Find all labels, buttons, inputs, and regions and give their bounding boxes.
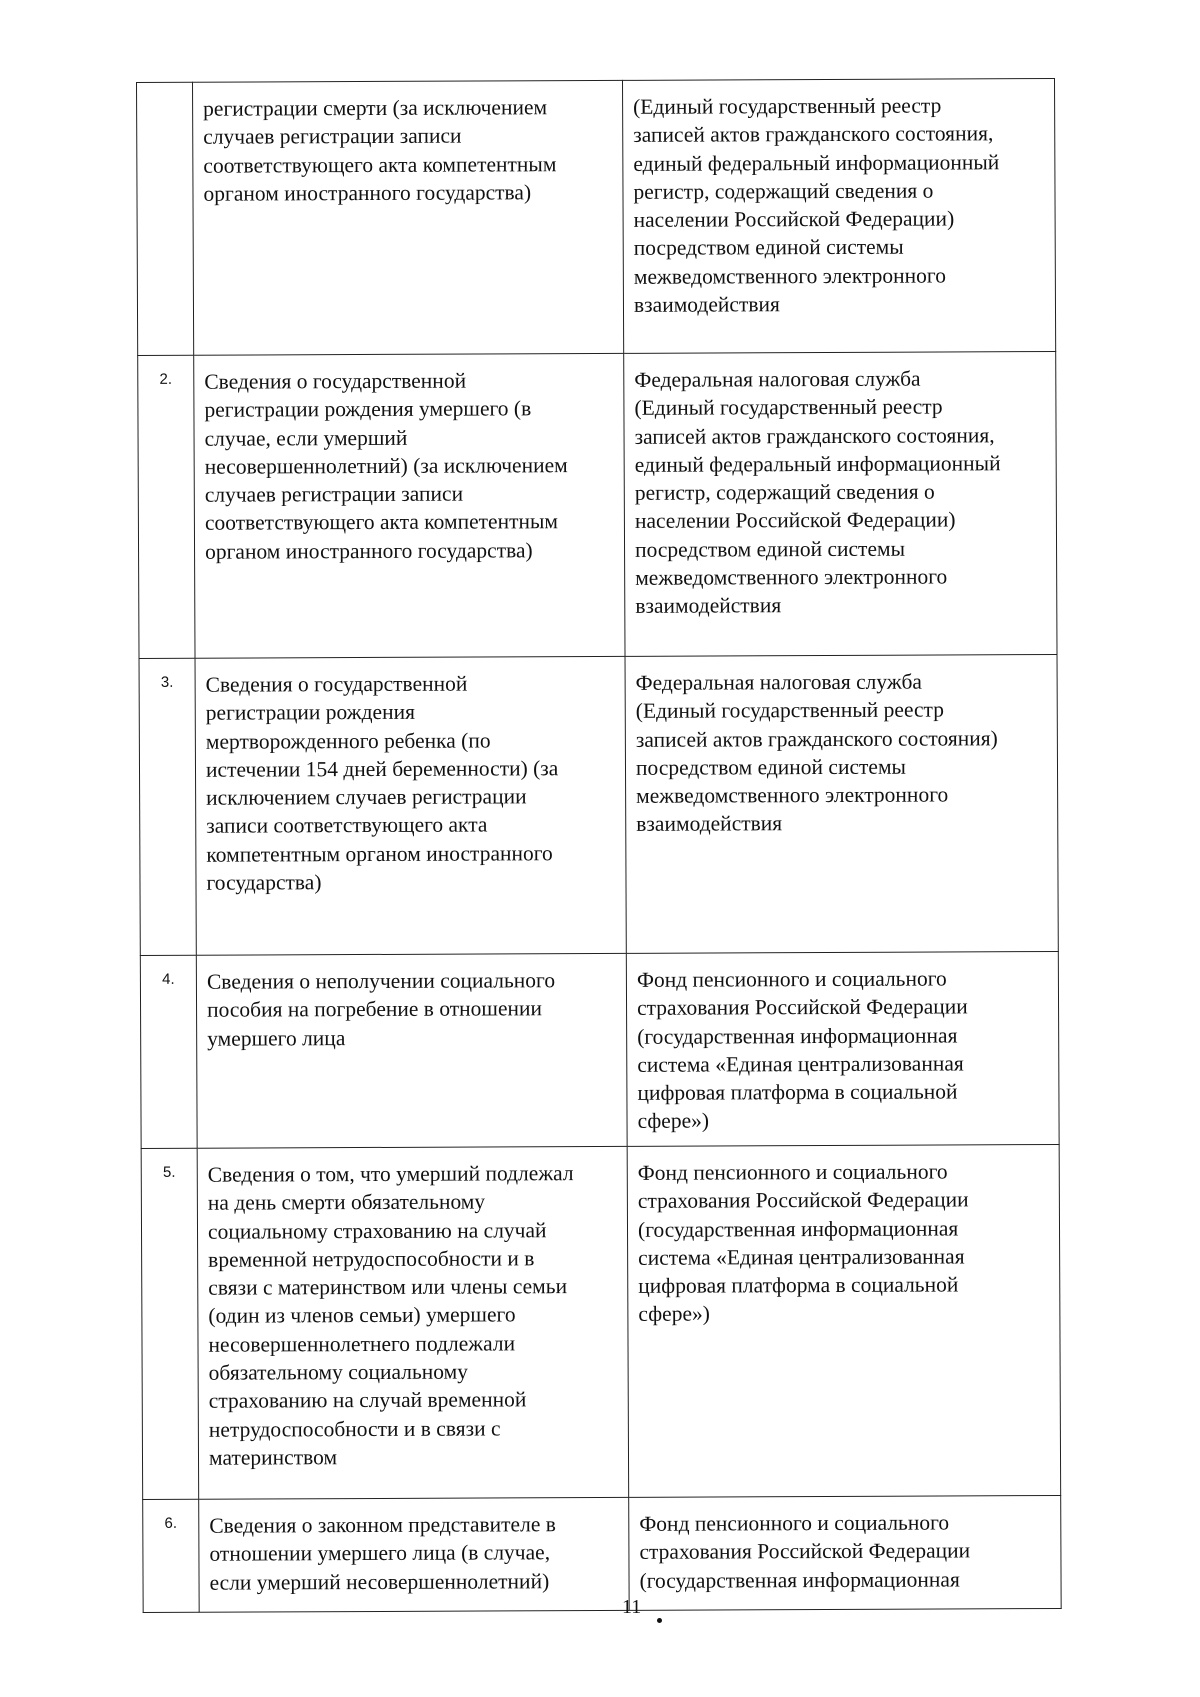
row-description: Сведения о неполучении социального пособия на погребение в отношении умершего лица — [196, 953, 627, 1148]
data-table — [136, 78, 1062, 1613]
row-description: Сведения о государственной регистрации рождения умершего (в случае, если умерший несовершеннолетний) (за исключением случаев регистрации записи соответствующего акта компетентным органом иностранного государства) — [194, 353, 625, 658]
row-source: Фонд пенсионного и социального страхования Российской Федерации (государственная информационная система «Единая централизованная цифровая платформа в социальной сфере») — [627, 1144, 1061, 1497]
row-description: Сведения о государственной регистрации рождения мертворожденного ребенка (по истечении 154 дней беременности) (за исключением случаев регистрации записи соответствующего акта компетентным органом иностранного государства) — [195, 656, 626, 955]
table-row — [137, 78, 1056, 355]
table-row — [138, 351, 1057, 658]
row-number: 5. — [141, 1148, 199, 1499]
row-source: Федеральная налоговая служба (Единый государственный реестр записей актов гражданского состояния) посредством единой системы межведомственного электронного взаимодействия — [625, 654, 1058, 953]
row-description: Сведения о том, что умерший подлежал на день смерти обязательному социальному страхованию на случай временной нетрудоспособности и в связи с материнством или члены семьи (один из членов семьи) умершего несовершеннолетнего подлежали обязательному социальному страхованию на случай временной нетрудоспособности и в связи с материнством — [197, 1146, 629, 1499]
table-row — [139, 654, 1058, 955]
table-row — [141, 1144, 1061, 1499]
table-row — [140, 951, 1059, 1148]
row-number: 3. — [139, 658, 196, 955]
row-description: регистрации смерти (за исключением случаев регистрации записи соответствующего акта компетентным органом иностранного государства) — [193, 80, 624, 355]
row-source: Фонд пенсионного и социального страхования Российской Федерации (государственная информационная система «Единая централизованная цифровая платформа в социальной сфере») — [626, 951, 1059, 1146]
table-row — [143, 1495, 1061, 1612]
row-number: 2. — [138, 355, 195, 658]
row-number: 6. — [143, 1499, 199, 1612]
scan-dot — [657, 1618, 662, 1623]
row-source: Фонд пенсионного и социального страхования Российской Федерации (государственная информационная — [629, 1495, 1061, 1610]
row-number — [137, 82, 194, 355]
row-source: (Единый государственный реестр записей актов гражданского состояния, единый федеральный информационный регистр, содержащий сведения о населении Российской Федерации) посредством единой системы межведомственного электронного взаимодействия — [622, 78, 1055, 353]
row-source: Федеральная налоговая служба (Единый государственный реестр записей актов гражданского состояния, единый федеральный информационный регистр, содержащий сведения о населении Российской Федерации) посредством единой системы межведомственного электронного взаимодействия — [624, 351, 1057, 656]
row-description: Сведения о законном представителе в отношении умершего лица (в случае, если умерший несовершеннолетний) — [199, 1497, 629, 1612]
page-number: 11 — [622, 1596, 642, 1618]
row-number: 4. — [140, 955, 197, 1148]
